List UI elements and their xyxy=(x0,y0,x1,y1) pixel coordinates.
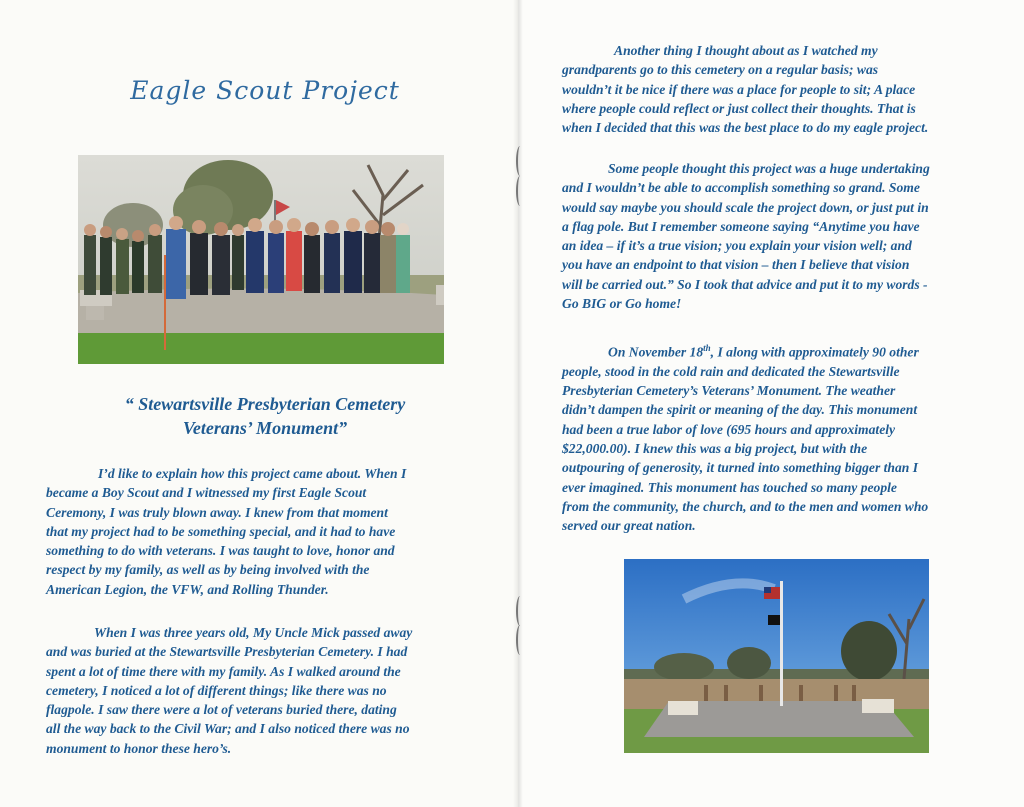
text-line: became a Boy Scout and I witnessed my first Eagle Scout xyxy=(46,485,367,501)
left-paragraph-1 xyxy=(46,464,406,599)
text-line: will be carried out.” So I took that advice and put it to my words - xyxy=(562,276,928,292)
text-line: wouldn’t it be nice if there was a place for people to sit; A place xyxy=(562,81,916,97)
text-line: Go BIG or Go home! xyxy=(562,296,682,312)
text-line: and was buried at the Stewartsville Presbyterian Cemetery. I had xyxy=(46,644,408,660)
text-line: respect by my family, as well as by being involved with the xyxy=(46,562,370,578)
monument-flagpole-photo xyxy=(624,559,929,753)
text-line: When I was three years old, My Uncle Mick passed away xyxy=(94,625,413,640)
text-line: from the community, the church, and to the men and women who xyxy=(562,498,929,514)
text-line: served our great nation. xyxy=(562,518,696,534)
staple-2 xyxy=(516,176,524,206)
text-line: people, stood in the cold rain and dedicated the Stewartsville xyxy=(562,363,900,379)
text-line: flagpole. I saw there were a lot of veterans buried there, dating xyxy=(46,702,397,718)
staple-1 xyxy=(516,146,524,176)
text-line: something to do with veterans. I was taught to love, honor and xyxy=(46,543,395,559)
right-paragraph-2 xyxy=(562,159,930,313)
text-line: when I decided that this was the best place to do my eagle project. xyxy=(562,120,929,136)
ceremony-group-photo xyxy=(78,155,444,364)
text-line: didn’t dampen the spirit or meaning of the day. This monument xyxy=(562,402,918,418)
text-line: Ceremony, I was truly blown away. I knew from that moment xyxy=(46,504,388,520)
monument-subtitle xyxy=(40,392,490,440)
text-line: cemetery, I noticed a lot of different things; like there was no xyxy=(46,682,387,698)
subtitle-line: “ Stewartsville Presbyterian Cemetery xyxy=(124,394,406,414)
right-paragraph-3 xyxy=(562,339,928,536)
text-line: Some people thought this project was a huge undertaking xyxy=(608,161,930,176)
text-line: I’d like to explain how this project came about. When I xyxy=(98,466,407,481)
text-line: where people could reflect or just collect their thoughts. That is xyxy=(562,100,916,116)
staple-4 xyxy=(516,625,524,655)
text-line: a flag pole. But I remember someone saying “Anytime you have xyxy=(562,218,920,234)
right-paragraph-1 xyxy=(562,41,928,137)
text-line: had been a true labor of love (695 hours and approximately xyxy=(562,421,896,437)
superscript: th xyxy=(703,343,711,353)
text-line: grandparents go to this cemetery on a regular basis; was xyxy=(562,62,879,78)
text-line: and I wouldn’t be able to accomplish something so grand. Some xyxy=(562,180,920,196)
text-line: Presbyterian Cemetery’s Veterans’ Monument. The weather xyxy=(562,383,896,399)
text-line: would say maybe you should scale the project down, or just put in xyxy=(562,199,929,215)
text-line: an idea – if it’s a true vision; you explain your vision well; and xyxy=(562,238,912,254)
text-line: ever imagined. This monument has touched so many people xyxy=(562,479,897,495)
text-line: Another thing I thought about as I watched my xyxy=(614,43,878,58)
staple-3 xyxy=(516,596,524,626)
text-fragment: , I along with approximately 90 other xyxy=(710,344,919,360)
booklet-spine xyxy=(513,0,523,807)
text-line: that my project had to be something special, and it had to have xyxy=(46,523,396,539)
subtitle-line: Veterans’ Monument” xyxy=(182,418,348,438)
text-line: monument to honor these hero’s. xyxy=(46,740,232,756)
text-line xyxy=(562,339,928,362)
text-fragment: On November 18 xyxy=(608,344,704,360)
text-line: you have an endpoint to that vision – then I believe that vision xyxy=(562,257,910,273)
text-line: all the way back to the Civil War; and I also noticed there was no xyxy=(46,721,410,737)
left-paragraph-2 xyxy=(46,623,412,758)
page-title: Eagle Scout Project xyxy=(130,76,400,105)
text-line: American Legion, the VFW, and Rolling Thunder. xyxy=(46,581,329,597)
text-line: spent a lot of time there with my family. As I walked around the xyxy=(46,663,401,679)
text-line: $22,000.00). I knew this was a big project, but with the xyxy=(562,441,868,457)
text-line: outpouring of generosity, it turned into something bigger than I xyxy=(562,460,919,476)
